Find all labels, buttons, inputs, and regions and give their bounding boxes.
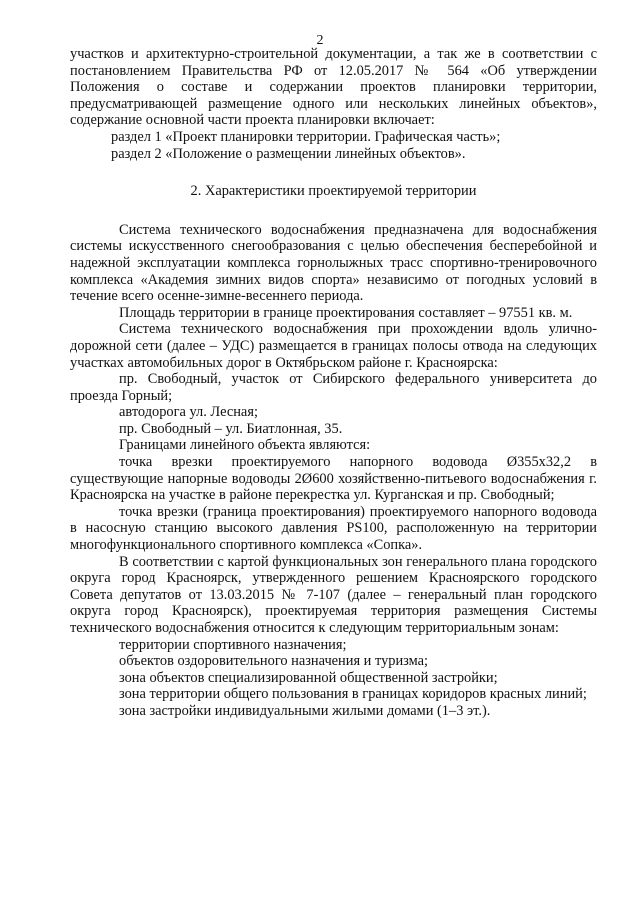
list-item-zone-4: зона территории общего пользования в границах коридоров красных линий; xyxy=(119,686,587,703)
list-item-road-1: пр. Свободный, участок от Сибирского федерального университета до проезда Горный; xyxy=(70,371,597,404)
paragraph-intro: участков и архитектурно-строительной документации, а так же в соответствии с постановлением Правительства РФ от 12.05.2017 № 564 «Об утверждении Положения о составе и содержании проектов планировки территории, предусматривающей размещение одного или нескольких линейных объектов», содержание основной части проекта планировки включает: xyxy=(70,46,597,129)
paragraph-area: Площадь территории в границе проектирования составляет – 97551 кв. м. xyxy=(119,304,573,321)
list-item-zone-2: объектов оздоровительного назначения и туризма; xyxy=(119,653,429,670)
list-item-boundary-2: точка врезки (граница проектирования) проектируемого напорного водовода в насосную станцию высокого давления PS100, расположенную на территории многофункционального спортивного комплекса «Сопка». xyxy=(70,503,597,554)
list-item-zone-1: территории спортивного назначения; xyxy=(119,636,347,653)
paragraph-water-system: Система технического водоснабжения предназначена для водоснабжения системы искусственного снегообразования с целью обеспечения бесперебойной и надежной эксплуатации комплекса горнолыжных трасс спортивно-тренировочного комплекса «Академия зимних видов спорта» независимо от погодных условий в течение всего осенне-зимне-весеннего периода. xyxy=(70,221,597,305)
list-item-zone-5: зона застройки индивидуальными жилыми домами (1–3 эт.). xyxy=(119,702,491,719)
list-item-boundary-1: точка врезки проектируемого напорного водовода Ø355x32,2 в существующие напорные водоводы 2Ø600 хозяйственно-питьевого водоснабжения г. Красноярска на участке в районе перекрестка ул. Курганская и пр. Свободный; xyxy=(70,454,597,504)
list-item-zone-3: зона объектов специализированной общественной застройки; xyxy=(119,669,498,686)
document-body xyxy=(70,46,597,720)
paragraph-road-network: Система технического водоснабжения при прохождении вдоль улично-дорожной сети (далее – УДС) размещается в границах полосы отвода на следующих участках автомобильных дорог в Октябрьском районе г. Красноярска: xyxy=(70,321,597,371)
list-item-road-2: автодорога ул. Лесная; xyxy=(119,404,258,421)
list-item-road-3: пр. Свободный – ул. Биатлонная, 35. xyxy=(119,420,343,437)
list-item-section-1: раздел 1 «Проект планировки территории. Графическая часть»; xyxy=(111,128,501,145)
list-item-section-2: раздел 2 «Положение о размещении линейных объектов». xyxy=(111,145,466,162)
paragraph-zones: В соответствии с картой функциональных зон генерального плана городского округа город Красноярск, утвержденного решением Красноярского городского Совета депутатов от 13.03.2015 № 7-107 (далее – генеральный план городского округа город Красноярск), проектируемая территория размещения Системы технического водоснабжения относится к следующим территориальным зонам: xyxy=(70,553,597,636)
paragraph-boundaries: Границами линейного объекта являются: xyxy=(119,437,371,454)
section-heading: 2. Характеристики проектируемой территории xyxy=(190,183,477,200)
page-number: 2 xyxy=(316,33,324,48)
